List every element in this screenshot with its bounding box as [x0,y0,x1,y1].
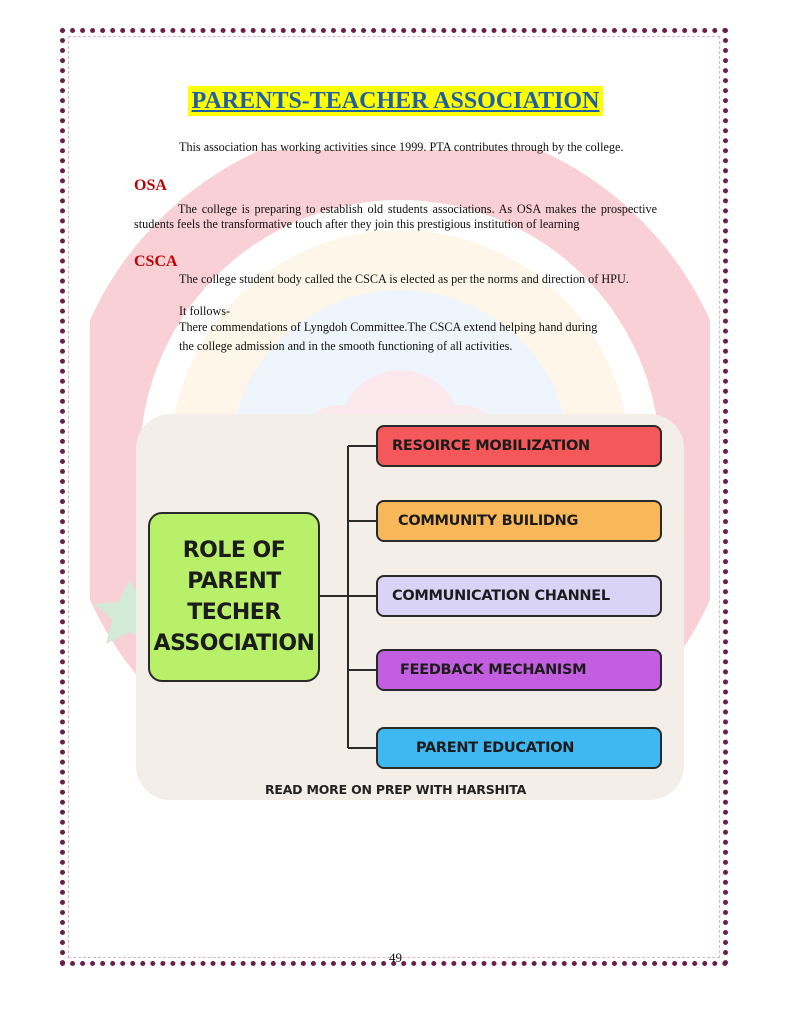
csca-paragraph-2: It follows- [179,304,231,318]
branch-label: COMMUNITY BUILIDNG [398,513,579,529]
csca-paragraph-3: There commendations of Lyngdoh Committee.The CSCA extend helping hand during [179,320,598,334]
branch-label: PARENT EDUCATION [416,740,575,756]
diagram-center-node [148,512,320,682]
branch-label: RESOIRCE MOBILIZATION [392,438,590,454]
page-number: 49 [389,950,402,965]
page-title: PARENTS-TEACHER ASSOCIATION [188,86,604,116]
branch-communication-channel [376,575,662,617]
diagram-center-label: ROLE OF PARENT TECHER ASSOCIATION [153,538,315,656]
osa-paragraph: The college is preparing to establish old students associations. As OSA makes the prospective students feels the transformative touch after they join this prestigious institution of learning [134,202,657,231]
branch-label: FEEDBACK MECHANISM [400,662,587,678]
csca-heading: CSCA [134,253,178,270]
branch-parent-education [376,727,662,769]
csca-paragraph-4: the college admission and in the smooth functioning of all activities. [179,339,513,353]
branch-label: COMMUNICATION CHANNEL [392,588,610,604]
branch-community-building [376,500,662,542]
diagram-footer-note: READ MORE ON PREP WITH HARSHITA [264,782,527,797]
branch-resource-mobilization [376,425,662,467]
branch-feedback-mechanism [376,649,662,691]
osa-heading: OSA [134,177,167,194]
csca-paragraph-1: The college student body called the CSCA is elected as per the norms and direction of HPU. [179,272,629,286]
pta-paragraph: This association has working activities since 1999. PTA contributes through by the college. [179,140,624,154]
